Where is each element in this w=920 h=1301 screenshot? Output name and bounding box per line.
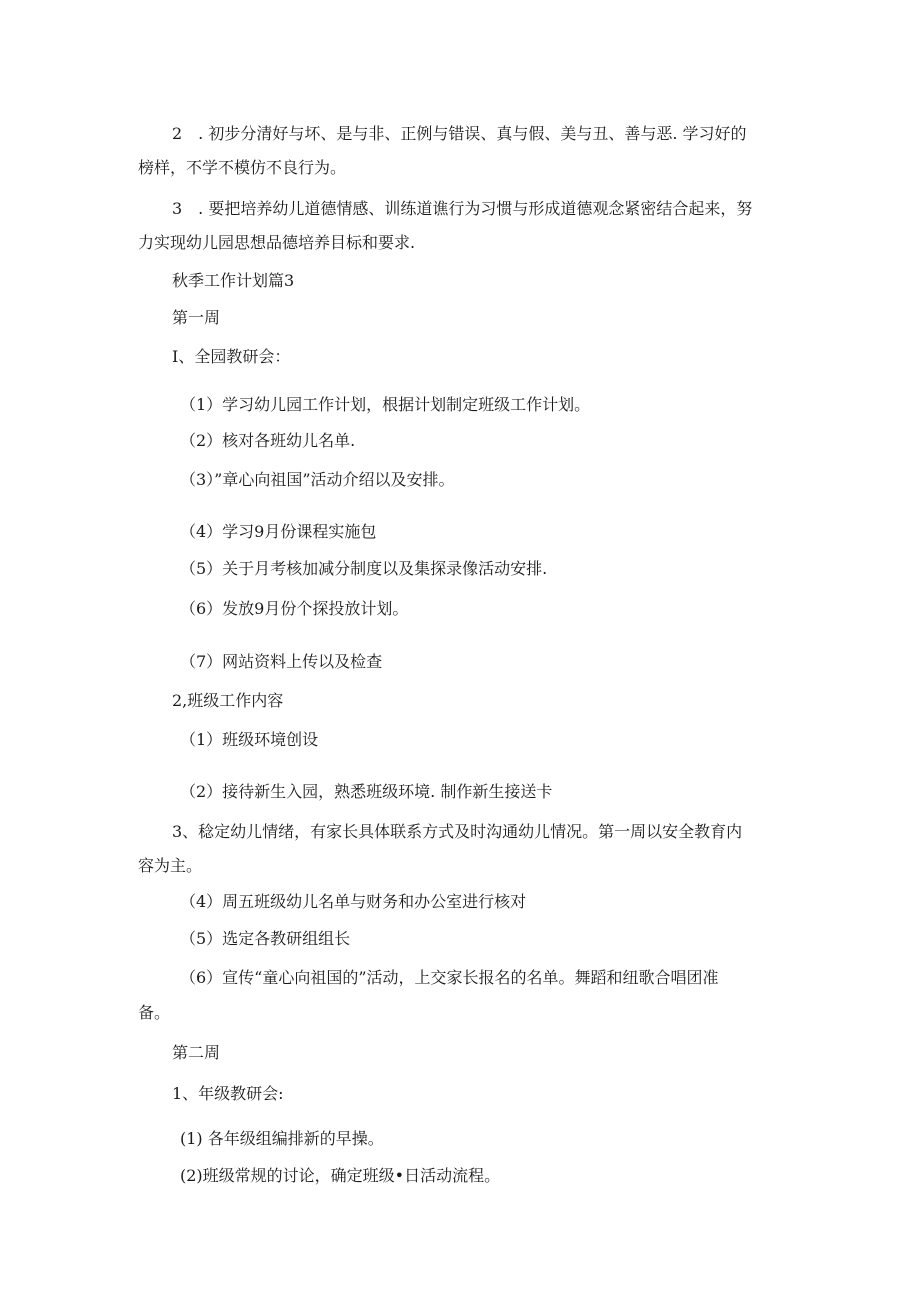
- list-item: （3）”章心向祖国”活动介绍以及安排。: [180, 470, 455, 489]
- list-item: （2）接待新生入园，熟悉班级环境. 制作新生接送卡: [180, 782, 553, 801]
- list-item: （4）学习9月份课程实施包: [180, 522, 377, 541]
- list-item: （7）网站资料上传以及检查: [180, 652, 383, 671]
- week-1-heading: 第一周: [172, 308, 221, 327]
- list-item: （1）学习幼儿园工作计划，根据计划制定班级工作计划。: [180, 395, 591, 414]
- week-2-heading: 第二周: [172, 1043, 221, 1062]
- list-item: （1）班级环境创设: [180, 730, 319, 749]
- list-item: (1) 各年级组编排新的早操。: [180, 1129, 384, 1148]
- paragraph-item-2-line-1: 2 . 初步分清好与坏、是与非、正例与错误、真与假、美与丑、善与恶. 学习好的: [172, 124, 747, 143]
- list-item: 容为主。: [138, 856, 203, 875]
- list-item: （5）选定各教研组组长: [180, 929, 351, 948]
- list-item: 3、稔定幼儿情绪，有家长具体联系方式及时沟通幼儿情况。第一周以安全教育内: [172, 822, 743, 841]
- class-work-heading: 2,班级工作内容: [172, 691, 284, 710]
- paragraph-item-3-line-2: 力实现幼儿园思想品德培养目标和要求.: [138, 233, 416, 252]
- all-staff-meeting-heading: I、全园教研会：: [172, 347, 291, 366]
- list-item: （5）关于月考核加减分制度以及集探录像活动安排.: [180, 559, 548, 578]
- list-item: （4）周五班级幼儿名单与财务和办公室进行核对: [180, 892, 527, 911]
- list-item: （6）发放9月份个探投放计划。: [180, 599, 409, 618]
- grade-meeting-heading: 1、年级教研会:: [172, 1084, 284, 1103]
- paragraph-item-2-line-2: 榜样，不学不模仿不良行为。: [138, 158, 347, 177]
- paragraph-item-3-line-1: 3 . 要把培养幼儿道德情感、训练道谯行为习惯与形成道德观念紧密结合起来，努: [172, 199, 753, 218]
- list-item: 备。: [138, 1003, 171, 1022]
- section-title: 秋季工作计划篇3: [172, 271, 295, 290]
- list-item: （2）核对各班幼儿名单.: [180, 431, 356, 450]
- list-item: (2)班级常规的讨论，确定班级•日活动流程。: [180, 1166, 501, 1185]
- list-item: （6）宣传“童心向祖国的”活动，上交家长报名的名单。舞蹈和纽歌合唱团准: [180, 968, 719, 987]
